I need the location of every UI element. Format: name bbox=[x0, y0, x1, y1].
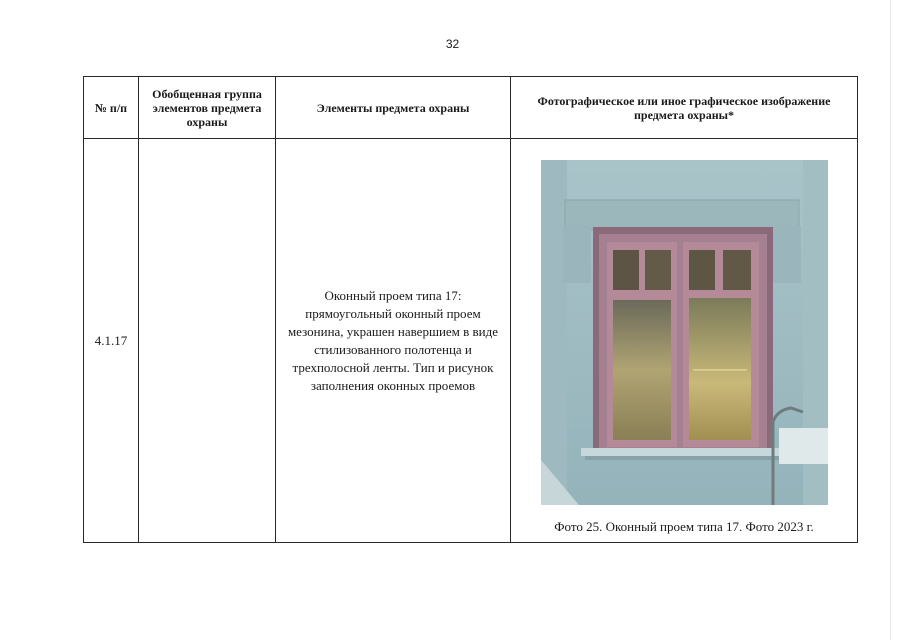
row-description-cell bbox=[276, 139, 511, 543]
row-group bbox=[139, 139, 276, 543]
window-photo bbox=[541, 160, 828, 505]
row-photo-cell bbox=[511, 139, 858, 543]
table-row bbox=[84, 139, 858, 543]
header-image: Фотографическое или иное графическое изображение предмета охраны* bbox=[511, 77, 858, 139]
protection-elements-table bbox=[83, 76, 858, 543]
row-description: Оконный проем типа 17: прямоугольный оконный проем мезонина, украшен навершием в виде стилизованного полотенца и трехполосной ленты. Тип и рисунок заполнения оконных проемов bbox=[287, 287, 499, 393]
table-header-row bbox=[84, 77, 858, 139]
header-number: № п/п bbox=[84, 77, 139, 139]
row-number: 4.1.17 bbox=[84, 139, 139, 543]
photo-caption: Фото 25. Оконный проем типа 17. Фото 2023 г. bbox=[554, 519, 814, 534]
page-number: 32 bbox=[445, 37, 460, 51]
page-edge-shadow bbox=[890, 0, 891, 640]
header-group: Обобщенная группа элементов предмета охраны bbox=[139, 77, 276, 139]
header-elements: Элементы предмета охраны bbox=[276, 77, 511, 139]
